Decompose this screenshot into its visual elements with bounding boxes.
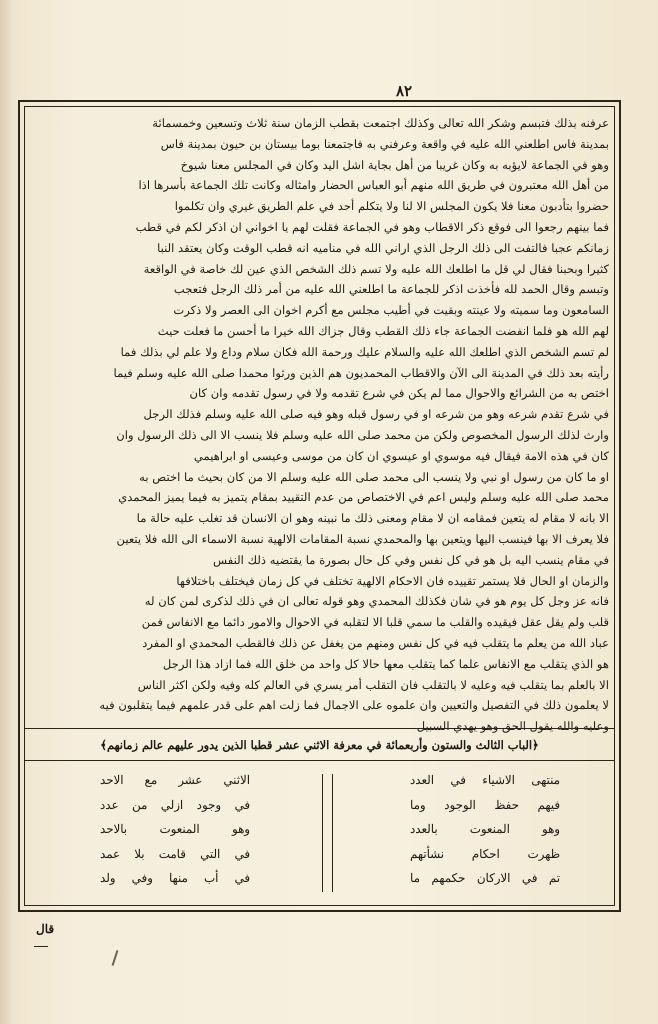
text-line: رأيته بعد ذلك في المدينة الى الآن والاقطاب المحمديون هم الذين ورثوا محمدا صلى الله عليه وسلم فيما bbox=[113, 365, 609, 380]
poem-divider bbox=[322, 774, 323, 892]
text-line: عباد الله من يعلم ما يتقلب فيه في كل نفس ومنهم من يغفل عن ذلك فالقطب المحمدي او المفرد bbox=[142, 635, 609, 650]
text-line: عرفنه بذلك فتبسم وشكر الله تعالى وكذلك اجتمعت بقطب الزمان سنة ثلاث وتسعين وخمسمائة bbox=[152, 116, 609, 130]
text-line: فلا يعرف الا بها فينسب اليها ويتعين بها والمحمدي نسبة المقامات الالهية نسبة الاسماء الى الله فلا يتعين bbox=[116, 531, 609, 546]
poem-verse: منتهى الاشياء في العدد bbox=[410, 773, 560, 787]
chapter-rule-bottom bbox=[24, 760, 615, 761]
text-line: محمد صلى الله عليه وسلم وليس اعم في الاختصاص من عدم التقييد بمقام يتميز به فيما يميز المحمدي bbox=[118, 490, 609, 505]
poem-verse: فيهم حفظ الوجود وما bbox=[410, 797, 560, 812]
gutter-shadow bbox=[0, 0, 14, 1024]
poem-verse: في وجود ازلي من عدد bbox=[100, 797, 250, 812]
poem-divider bbox=[332, 774, 333, 892]
text-line: وتبسم وقال الحمد لله فأخذت اذكر للجماعة ما اطلعني الله عليه من أمر ذلك الرجل فتعجب bbox=[173, 282, 609, 297]
chapter-heading: ﴿الباب الثالث والستون وأربعمائة في معرفة الاثني عشر قطبا الذين يدور عليهم عالم زمانهم﴾ bbox=[100, 738, 539, 752]
text-line: كان في هذه الامة فيقال فيه موسوي او عيسوي ان كان من موسى وعيسى او ابراهيمي bbox=[193, 448, 609, 463]
poem-verse: وهو المنعوت بالاحد bbox=[100, 822, 250, 837]
text-line: اختص به من الشرائع والاحوال مما لم يكن في شرع تقدمه ولا في رسول تقدمه وان كان bbox=[189, 386, 609, 401]
text-line: في شرع تقدم شرعه وهو من شرعه او في رسول قبله وهو فيه صلى الله عليه وسلم فذلك الرجل bbox=[143, 407, 609, 422]
text-line: لم تسم الشخص الذي اطلعك الله عليه والسلام عليك ورحمة الله فكان سلام وداع ولا علم لي بذلك فما bbox=[120, 344, 609, 359]
poem-right-column bbox=[410, 768, 560, 891]
poem-block bbox=[100, 768, 560, 898]
text-line: لا يعلمون ذلك في التفصيل والتعيين وان علموه على الاجمال فما زلت اهم على قدر علمهم فيما يتقلبون فيه bbox=[99, 698, 609, 713]
chapter-rule-top bbox=[24, 728, 615, 729]
text-line: السامعون وما سميته ولا عينته وبقيت في أطيب مجلس مع أكرم اخوان الى العصر ولا ذكرت bbox=[173, 303, 609, 318]
text-line: الا بانه لا مقام له يتعين فمقامه ان لا مقام ومعنى ذلك ما نبينه وهو ان الانسان قد تغلب عليه حالة ما bbox=[136, 511, 609, 526]
text-line: والزمان او الحال فلا يستمر تقييده فان الاحكام الالهية تختلف في كل زمان فيختلف باختلافها bbox=[176, 573, 609, 588]
poem-left-column bbox=[100, 768, 250, 891]
catchword-mark bbox=[34, 940, 48, 947]
text-line: وهو في الجماعة لايؤبه به وكان غريبا من أهل بجاية اشل اليد وكان في المجلس معنا شيوخ bbox=[180, 157, 609, 172]
poem-verse: تم في الاركان حكمهم ما bbox=[410, 871, 560, 886]
poem-verse: في أب منها وفي ولد bbox=[100, 871, 250, 886]
poem-verse: وهو المنعوت بالعدد bbox=[410, 822, 560, 837]
text-line: بمدينة فاس اطلعني الله عليه في واقعة وعرفني به فاجتمعنا بوما بيستان بن حيون بمدينة فاس bbox=[160, 136, 609, 151]
poem-verse: في التي قامت بلا عمد bbox=[100, 846, 250, 861]
text-line: في مقام ينسب اليه بل هو في كل نفس وفي كل حال بصورة ما يقتضيه ذلك النفس bbox=[213, 552, 609, 567]
text-line: هو الذي يتقلب مع الانفاس علما كما يتقلب معها حالا كل واحد من خلق الله فما ازاد هذا الرجل bbox=[162, 656, 609, 671]
poem-verse: ظهرت احكام نشأتهم bbox=[410, 846, 560, 861]
poem-verse: الاثني عشر مع الاحد bbox=[100, 773, 250, 787]
main-text-block bbox=[30, 113, 609, 734]
text-line: قلب ولم يقل عقل فيقيده والقلب ما سمي قلبا الا لتقلبه في الاحوال والامور دائما مع الانفاس فمن bbox=[141, 615, 609, 630]
text-line: فانه عز وجل كل يوم هو في شان فكذلك المحمدي وهو قوله تعالى ان في ذلك لذكرى لمن كان له bbox=[144, 594, 609, 609]
page-number: ٨٢ bbox=[396, 82, 413, 100]
text-line: الا بالعلم بما يتقلب فيه وعليه لا بالتقلب فان التقلب أمر يسري في العالم كله وفيه ولكن اكثر الناس bbox=[137, 677, 609, 692]
text-line: من أهل الله معتبرون في طريق الله منهم أبو العباس الحضار وامثاله وكانت تلك الجماعة بأسرها اذا bbox=[138, 178, 609, 193]
text-line: حضروا بتأدبون معنا فلا يكون المجلس الا لنا ولا يتكلم أحد في علم الطريق غيري وان تكلموا bbox=[174, 199, 609, 214]
text-line: فما بينهم رجعوا الى فوقع ذكر الاقطاب وهو في الجماعة فقلت لهم يا اخواني ان اذكر لكم في قطب bbox=[135, 219, 609, 234]
text-line: زمانكم عجبا فالتفت الى ذلك الرجل الذي اراني الله في مناميه انه قطب الوقت وكان يعتقد النبا bbox=[157, 240, 609, 255]
text-line: وارث لذلك الرسول المخصوص ولكن من محمد صلى الله عليه وسلم فلا ينسب الا الى ذلك الرسول وان bbox=[116, 427, 609, 442]
text-line: وعليه والله يقول الحق وهو يهدي السبيل bbox=[416, 719, 609, 734]
text-line: كثيرا وبحبنا فقال لي قل ما اطلعك الله عليه ولا تسم ذلك الشخص الذي عين لك خاصة في الواقعة bbox=[143, 261, 609, 276]
catchword: قال bbox=[36, 922, 55, 936]
text-line: او ما كان من رسول او نبي ولا ينسب الى محمد صلى الله عليه وسلم الا من كان بحيث ما اختص به bbox=[139, 469, 609, 484]
text-line: لهم الله هو فلما انفضت الجماعة جاء ذلك القطب وقال جزاك الله خيرا ما أحسن ما فعلت حيث bbox=[157, 323, 609, 338]
